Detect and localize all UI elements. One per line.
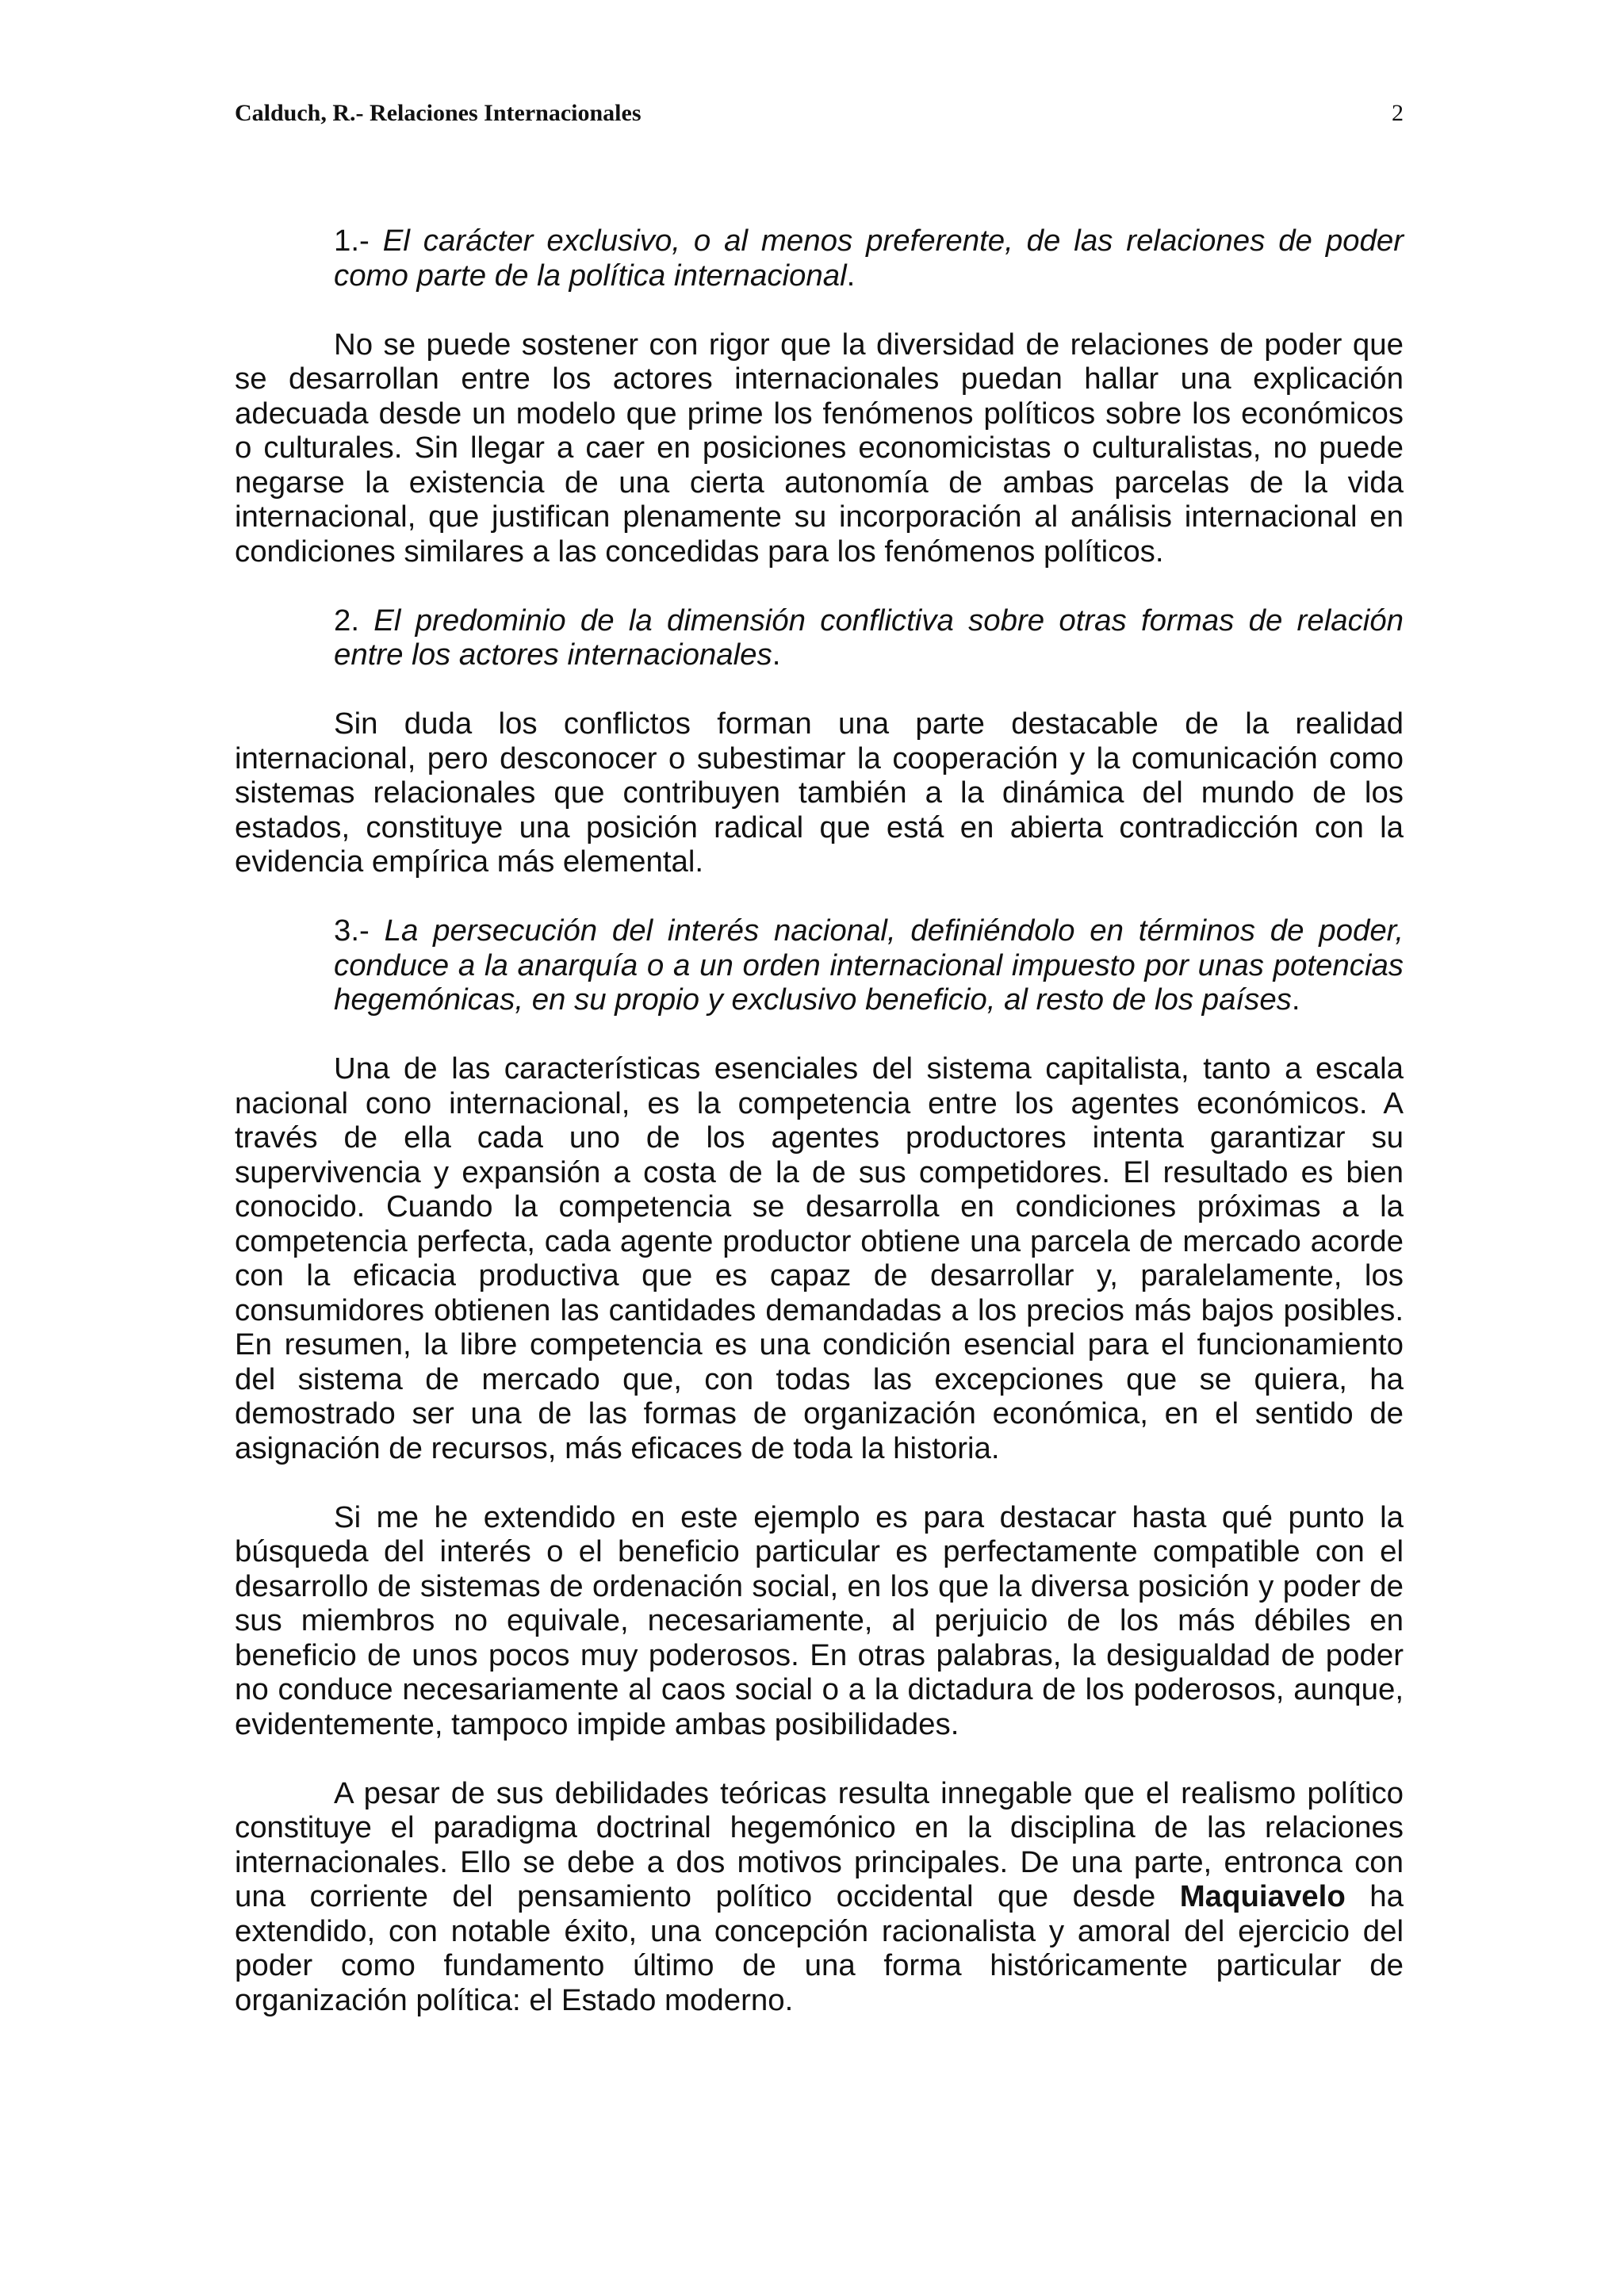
item-text: El predominio de la dimensión conflictiva sobre otras formas de relación entre los actores internacionales (334, 603, 1404, 672)
paragraph-3: Una de las características esenciales del sistema capitalista, tanto a escala nacional cono internacional, es la competencia entre los agentes económicos. A través de ella cada uno de los agentes productores intenta garantizar su supervivencia y expansión a costa de la de sus competidores. El resultado es bien conocido. Cuando la competencia se desarrolla en condiciones próximas a la competencia perfecta, cada agente productor obtiene una parcela de mercado acorde con la eficacia productiva que es capaz de desarrollar y, paralelamente, los consumidores obtienen las cantidades demandadas a los precios más bajos posibles. En resumen, la libre competencia es una condición esencial para el funcionamiento del sistema de mercado que, con todas las excepciones que se quiera, ha demostrado ser una de las formas de organización económica, en el sentido de asignación de recursos, más eficaces de toda la historia. (235, 1051, 1404, 1465)
item-text: La persecución del interés nacional, definiéndolo en términos de poder, conduce a la anarquía o a un orden internacional impuesto por unas potencias hegemónicas, en su propio y exclusivo beneficio, al resto de los países (334, 913, 1404, 1017)
numbered-item-3 (334, 913, 1404, 1017)
numbered-item-1 (334, 224, 1404, 293)
page-number: 2 (1392, 100, 1404, 126)
paragraph-5-end: ha extendido, con notable éxito, una concepción racionalista y amoral del ejercicio del poder como fundamento último de una forma históricamente particular de organización política: el Estado moderno. (235, 1879, 1404, 2017)
document-body (235, 224, 1404, 2052)
paragraph-5-start: A pesar de sus debilidades teóricas resulta innegable que el realismo político constituye el paradigma doctrinal hegemónico en la disciplina de las relaciones internacionales. Ello se debe a dos motivos principales. De una parte, entronca con una corriente del pensamiento político occidental que desde (235, 1775, 1404, 1913)
bold-name: Maquiavelo (1179, 1879, 1346, 1913)
item-end: . (772, 638, 781, 672)
numbered-item-2 (334, 603, 1404, 672)
item-number: 3.- (334, 913, 385, 948)
paragraph-2: Sin duda los conflictos forman una parte destacable de la realidad internacional, pero desconocer o subestimar la cooperación y la comunicación como sistemas relacionales que contribuyen también a la dinámica del mundo de los estados, constituye una posición radical que está en abierta contradicción con la evidencia empírica más elemental. (235, 707, 1404, 879)
item-end: . (846, 258, 856, 293)
paragraph-4: Si me he extendido en este ejemplo es para destacar hasta qué punto la búsqueda del interés o el beneficio particular es perfectamente compatible con el desarrollo de sistemas de ordenación social, en los que la diversa posición y poder de sus miembros no equivale, necesariamente, al perjuicio de los más débiles en beneficio de unos pocos muy poderosos. En otras palabras, la desigualdad de poder no conduce necesariamente al caos social o a la dictadura de los poderosos, aunque, evidentemente, tampoco impide ambas posibilidades. (235, 1499, 1404, 1741)
item-text: El carácter exclusivo, o al menos preferente, de las relaciones de poder como parte de la política internacional (334, 224, 1404, 293)
paragraph-1: No se puede sostener con rigor que la diversidad de relaciones de poder que se desarrollan entre los actores internacionales puedan hallar una explicación adecuada desde un modelo que prime los fenómenos políticos sobre los económicos o culturales. Sin llegar a caer en posiciones economicistas o culturalistas, no puede negarse la existencia de una cierta autonomía de ambas parcelas de la vida internacional, que justifican plenamente su incorporación al análisis internacional en condiciones similares a las concedidas para los fenómenos políticos. (235, 327, 1404, 569)
item-number: 1.- (334, 224, 383, 258)
item-end: . (1291, 982, 1300, 1017)
item-number: 2. (334, 603, 374, 638)
header-title: Calduch, R.- Relaciones Internacionales (235, 100, 642, 126)
paragraph-5 (235, 1776, 1404, 2018)
running-header (235, 94, 1404, 133)
